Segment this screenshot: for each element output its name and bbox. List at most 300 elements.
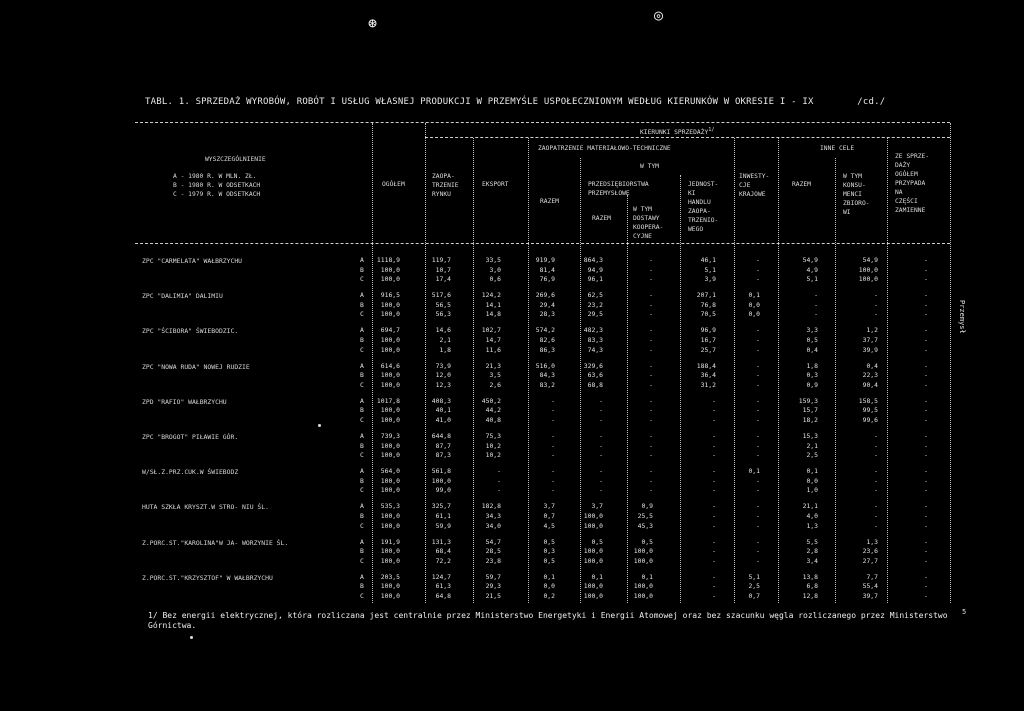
table-cell: - [599, 396, 603, 405]
table-cell: 100,0 [583, 547, 603, 556]
table-cell: - [712, 547, 716, 556]
rule-kierunki [425, 137, 950, 138]
speck [190, 636, 193, 639]
table-cell: 191,9 [380, 537, 400, 546]
table-cell: - [649, 361, 653, 370]
table-cell: - [712, 441, 716, 450]
table-cell: 22,3 [862, 371, 878, 380]
table-cell: 46,1 [700, 256, 716, 264]
table-cell: - [497, 486, 501, 495]
table-cell: - [599, 416, 603, 424]
table-cell: - [712, 476, 716, 485]
table-title-text: TABL. 1. SPRZEDAŻ WYROBÓW, ROBÓT I USŁUG WŁASNEJ PRODUKCJI W PRZEMYŚLE USPOŁECZNIONYM WEDŁUG KIERUNKÓW W OKRESIE I - IX [145, 97, 814, 107]
table-cell: - [756, 416, 760, 424]
table-cell: 4,9 [806, 265, 818, 274]
col-sep [887, 138, 888, 603]
hdr-line: RYNKU [432, 191, 451, 198]
row-series-letter: B [360, 476, 364, 485]
table-cell: 5,1 [748, 572, 760, 581]
rule-top [135, 122, 950, 123]
table-cell: 10,2 [485, 451, 501, 460]
table-cell: 119,7 [431, 256, 451, 264]
table-cell: - [874, 467, 878, 476]
table-cell: 3,7 [591, 502, 603, 511]
table-cell: - [649, 467, 653, 476]
hdr-line: KOOPERA- [633, 224, 664, 231]
table-cell: 1017,8 [376, 396, 400, 405]
table-cell: - [924, 572, 928, 581]
table-cell: - [649, 300, 653, 309]
table-cell: 0,1 [591, 572, 603, 581]
row-series-letter: B [360, 265, 364, 274]
table-cell: - [756, 502, 760, 511]
table-cell: 2,1 [806, 441, 818, 450]
table-cell: - [551, 406, 555, 415]
row-series-letter: C [360, 451, 364, 460]
table-cell: 100,0 [858, 265, 878, 274]
row-series-letter: A [360, 326, 364, 335]
table-cell: 44,2 [485, 406, 501, 415]
table-cell: 158,5 [858, 396, 878, 405]
hdr-line: JEDNOST- [688, 181, 719, 188]
hdr-line: DAŻY [895, 162, 911, 169]
table-cell: 14,6 [435, 326, 451, 335]
table-cell: 864,3 [583, 256, 603, 264]
table-cell: 0,1 [641, 572, 653, 581]
table-cell: 919,9 [535, 256, 555, 264]
table-cell: 0,6 [489, 275, 501, 284]
table-cell: 83,3 [587, 336, 603, 344]
row-series-letter: C [360, 592, 364, 600]
table-cell: - [712, 467, 716, 476]
table-cell: - [649, 275, 653, 284]
table-cell: 0,9 [641, 502, 653, 511]
table-cell: 99,6 [862, 416, 878, 424]
table-cell: - [814, 291, 818, 300]
row-series-letter: C [360, 310, 364, 319]
table-cell: 0,1 [748, 467, 760, 476]
table-cell: - [649, 336, 653, 344]
table-cell: 16,7 [700, 336, 716, 344]
table-cell: 17,4 [435, 275, 451, 284]
row-label: ZPD "RAFIO" WAŁBRZYCHU [142, 397, 227, 406]
table-cell: - [599, 406, 603, 415]
table-cell: - [712, 486, 716, 495]
table-cell: 56,3 [435, 310, 451, 319]
hdr-line: WEGO [688, 226, 704, 233]
table-cell: 100,0 [583, 556, 603, 565]
table-cell: 23,6 [862, 547, 878, 556]
table-cell: 100,0 [380, 380, 400, 389]
table-cell: 27,7 [862, 556, 878, 565]
table-cell: - [649, 432, 653, 440]
table-cell: 21,1 [802, 502, 818, 511]
row-label: ZPC "CARMELATA" WAŁBRZYCHU [142, 257, 243, 265]
row-label: Z.PORC.ST."KRZYSZTOF" W WAŁBRZYCHU [142, 573, 273, 582]
table-cell: 100,0 [380, 371, 400, 380]
table-cell: 84,3 [539, 371, 555, 380]
table-cell: 34,0 [485, 521, 501, 530]
table-cell: - [756, 361, 760, 370]
table-cell: - [649, 441, 653, 450]
table-cell: - [649, 396, 653, 405]
row-series-letter: C [360, 416, 364, 424]
table-cell: - [756, 547, 760, 556]
table-cell: - [712, 521, 716, 530]
table-cell: - [599, 476, 603, 485]
hdr-line: KI [688, 190, 696, 197]
table-cell: - [756, 256, 760, 264]
table-cell: 10,7 [435, 265, 451, 274]
col-sep [734, 138, 735, 603]
row-series-letter: C [360, 556, 364, 565]
row-series-letter: C [360, 521, 364, 530]
table-cell: 100,0 [380, 486, 400, 495]
table-cell: - [756, 451, 760, 460]
col-sep [473, 138, 474, 603]
page-number: 5 [962, 608, 967, 616]
table-cell: 70,5 [700, 310, 716, 319]
row-series-letter: B [360, 441, 364, 450]
table-cell: - [874, 441, 878, 450]
table-cell: 2,1 [439, 336, 451, 344]
table-cell: 12,3 [435, 380, 451, 389]
table-cell: - [924, 441, 928, 450]
row-label: ZPC "ŚCIBORA" ŚWIEBODZIC. [142, 327, 239, 336]
table-cell: 14,1 [485, 300, 501, 309]
table-cell: - [756, 345, 760, 354]
table-cell: 34,3 [485, 512, 501, 520]
table-cell: 100,0 [583, 521, 603, 530]
stub-legend-c: C - 1979 R. W ODSETKACH [173, 191, 261, 198]
table-cell: 0,2 [543, 592, 555, 600]
table-cell: - [551, 467, 555, 476]
table-cell: 4,5 [543, 521, 555, 530]
hdr-line: WI [843, 209, 851, 216]
hdr-line: W TYM [843, 173, 862, 180]
table-cell: 12,0 [435, 371, 451, 380]
table-cell: 0,3 [806, 371, 818, 380]
table-cell: 14,8 [485, 310, 501, 319]
table-cell: 269,6 [535, 291, 555, 300]
hdr-line: PRZEMYSŁOWE [588, 190, 630, 197]
table-cell: 100,0 [380, 476, 400, 485]
table-cell: 39,9 [862, 345, 878, 354]
hdr-line: KRAJOWE [739, 191, 766, 198]
table-cell: 0,1 [748, 291, 760, 300]
stub-legend-b: B - 1980 R. W ODSETKACH [173, 182, 261, 189]
header-razem2: RAZEM [592, 215, 611, 222]
table-cell: - [712, 556, 716, 565]
hdr-line: ZAMIENNE [895, 207, 926, 214]
row-label: W/SŁ.Z.PRZ.CUK.W ŚWIEBODZ [142, 468, 239, 477]
table-cell: - [756, 275, 760, 284]
table-cell: 81,4 [539, 265, 555, 274]
table-cell: 100,0 [583, 582, 603, 591]
table-cell: 0,5 [591, 537, 603, 546]
table-cell: 1118,9 [376, 256, 400, 264]
header-zaopatrzenie-rynku [432, 172, 459, 199]
table-cell: 131,3 [431, 537, 451, 546]
table-cell: - [924, 502, 928, 511]
table-cell: 561,8 [431, 467, 451, 476]
table-cell: 450,2 [481, 396, 501, 405]
table-cell: 37,7 [862, 336, 878, 344]
table-cell: - [551, 476, 555, 485]
table-cell: - [924, 476, 928, 485]
row-series-letter: C [360, 380, 364, 389]
table-cell: 100,0 [380, 336, 400, 344]
row-series-letter: A [360, 396, 364, 405]
table-cell: 87,3 [435, 451, 451, 460]
hdr-line: TRZENIE [432, 182, 459, 189]
table-cell: - [924, 512, 928, 520]
table-cell: 100,0 [380, 547, 400, 556]
table-cell: 0,5 [543, 537, 555, 546]
table-cell: 0,5 [641, 537, 653, 546]
table-cell: 1,8 [439, 345, 451, 354]
table-cell: 2,5 [748, 582, 760, 591]
table-cell: 63,6 [587, 371, 603, 380]
table-cell: 0,7 [748, 592, 760, 600]
table-cell: 100,0 [380, 265, 400, 274]
table-cell: 1,3 [806, 521, 818, 530]
table-cell: - [712, 416, 716, 424]
row-series-letter: B [360, 336, 364, 344]
row-label: HUTA SZKŁA KRYSZT.W STRO- NIU ŚL. [142, 503, 269, 512]
table-cell: - [599, 451, 603, 460]
hdr-line: HANDLU [688, 199, 711, 206]
table-cell: 3,0 [489, 265, 501, 274]
header-w-tym2 [633, 205, 663, 241]
table-cell: 325,7 [431, 502, 451, 511]
table-cell: - [599, 486, 603, 495]
table-cell: 408,3 [431, 396, 451, 405]
table-cell: 94,9 [587, 265, 603, 274]
table-cell: 14,7 [485, 336, 501, 344]
row-series-letter: A [360, 537, 364, 546]
table-cell: 482,3 [583, 326, 603, 335]
table-cell: 100,0 [380, 416, 400, 424]
header-konsumpcja [843, 172, 870, 217]
table-cell: - [649, 380, 653, 389]
table-cell: 188,4 [696, 361, 716, 370]
table-cell: 10,2 [485, 441, 501, 450]
table-cell: 56,5 [435, 300, 451, 309]
table-cell: 28,3 [539, 310, 555, 319]
table-cell: - [874, 451, 878, 460]
row-series-letter: A [360, 432, 364, 440]
col-sep [425, 123, 426, 603]
table-cell: 33,5 [485, 256, 501, 264]
table-cell: 100,0 [583, 512, 603, 520]
table-cell: 99,0 [435, 486, 451, 495]
table-cell: 73,9 [435, 361, 451, 370]
table-cell: 0,4 [806, 345, 818, 354]
hdr-line: INWESTY- [739, 173, 770, 180]
table-cell: 5,1 [704, 265, 716, 274]
table-cell: - [924, 380, 928, 389]
table-cell: 45,3 [637, 521, 653, 530]
row-label: ZPC "DALIMIA" DALIMIU [142, 292, 223, 301]
table-cell: 86,3 [539, 345, 555, 354]
row-series-letter: B [360, 547, 364, 556]
table-cell: 54,9 [862, 256, 878, 264]
table-cell: 3,3 [806, 326, 818, 335]
table-cell: 76,8 [700, 300, 716, 309]
table-cell: 100,0 [633, 582, 653, 591]
table-cell: - [599, 441, 603, 450]
table-cell: 11,6 [485, 345, 501, 354]
col-sep [580, 158, 581, 603]
header-kierunki-text: KIERUNKI SPRZEDAŻY [640, 129, 709, 137]
hdr-line: ZAOPA- [688, 208, 711, 215]
table-cell: - [649, 256, 653, 264]
table-cell: 99,5 [862, 406, 878, 415]
header-razem3: RAZEM [792, 181, 811, 188]
table-cell: 23,8 [485, 556, 501, 565]
table-cell: 100,0 [380, 521, 400, 530]
table-cell: 15,3 [802, 432, 818, 440]
table-cell: 100,0 [431, 476, 451, 485]
table-cell: 100,0 [633, 547, 653, 556]
hdr-line: ZBIORO- [843, 200, 870, 207]
table-cell: - [649, 265, 653, 274]
table-cell: 159,3 [798, 396, 818, 405]
table-cell: 23,2 [587, 300, 603, 309]
hdr-line: OGÓŁEM [895, 171, 918, 178]
table-cell: 21,5 [485, 592, 501, 600]
table-cell: - [599, 432, 603, 440]
table-cell: - [924, 371, 928, 380]
table-cell: 124,2 [481, 291, 501, 300]
table-cell: 1,2 [866, 326, 878, 335]
table-cell: 7,7 [866, 572, 878, 581]
row-series-letter: B [360, 512, 364, 520]
table-cell: - [924, 432, 928, 440]
hdr-line: ZAOPA- [432, 173, 455, 180]
table-cell: - [551, 451, 555, 460]
table-cell: - [649, 486, 653, 495]
table-cell: - [814, 300, 818, 309]
table-cell: 0,5 [806, 336, 818, 344]
table-cell: - [874, 486, 878, 495]
col-sep [778, 138, 779, 603]
table-cell: 207,1 [696, 291, 716, 300]
table-cell: 0,0 [543, 582, 555, 591]
table-cell: 96,9 [700, 326, 716, 335]
table-cell: 100,0 [583, 592, 603, 600]
row-series-letter: A [360, 502, 364, 511]
header-ze-sprzedazy [895, 152, 929, 215]
hdr-line: MENCI [843, 191, 862, 198]
table-cell: 100,0 [380, 451, 400, 460]
table-cell: 102,7 [481, 326, 501, 335]
hdr-line: ZE SPRZE- [895, 153, 930, 160]
header-jednostki [688, 180, 718, 234]
table-cell: - [814, 310, 818, 319]
table-cell: - [756, 406, 760, 415]
table-cell: - [874, 521, 878, 530]
table-cell: - [924, 556, 928, 565]
table-cell: - [497, 476, 501, 485]
table-cell: 100,0 [380, 345, 400, 354]
table-cell: - [874, 512, 878, 520]
table-cell: - [649, 451, 653, 460]
table-cell: 41,0 [435, 416, 451, 424]
table-cell: - [756, 521, 760, 530]
table-cell: 614,6 [380, 361, 400, 370]
table-cell: 25,7 [700, 345, 716, 354]
row-series-letter: C [360, 486, 364, 495]
header-przedsiebiorstwa [588, 180, 649, 198]
table-cell: 916,5 [380, 291, 400, 300]
table-cell: - [924, 310, 928, 319]
table-cell: 100,0 [633, 592, 653, 600]
table-cell: - [497, 467, 501, 476]
table-cell: - [756, 486, 760, 495]
table-cell: - [649, 310, 653, 319]
col-sep [627, 195, 628, 603]
table-cell: 83,2 [539, 380, 555, 389]
table-cell: 29,4 [539, 300, 555, 309]
table-cell: - [924, 345, 928, 354]
table-cell: - [924, 486, 928, 495]
table-cell: - [712, 582, 716, 591]
table-cell: 0,9 [806, 380, 818, 389]
table-cell: - [756, 432, 760, 440]
punch-hole-left-icon: ⊛ [368, 14, 378, 32]
table-cell: 739,3 [380, 432, 400, 440]
table-cell: - [874, 476, 878, 485]
table-cell: 124,7 [431, 572, 451, 581]
table-cell: 64,8 [435, 592, 451, 600]
table-cell: 29,3 [485, 582, 501, 591]
table-cell: 100,0 [380, 275, 400, 284]
table-cell: 574,2 [535, 326, 555, 335]
table-cell: 517,6 [431, 291, 451, 300]
table-cell: 25,5 [637, 512, 653, 520]
table-cell: 100,0 [380, 556, 400, 565]
stub-title: WYSZCZEGÓLNIENIE [205, 156, 266, 163]
hdr-line: NA [895, 189, 903, 196]
table-cell: 62,5 [587, 291, 603, 300]
row-series-letter: A [360, 467, 364, 476]
table-cell: 36,4 [700, 371, 716, 380]
table-cell: 59,7 [485, 572, 501, 581]
table-cell: - [874, 432, 878, 440]
table-cell: - [756, 441, 760, 450]
table-cell: - [712, 537, 716, 546]
table-cell: 18,2 [802, 416, 818, 424]
table-cell: 54,9 [802, 256, 818, 264]
row-series-letter: A [360, 256, 364, 264]
table-cell: 74,3 [587, 345, 603, 354]
table-cell: - [649, 406, 653, 415]
table-cell: - [924, 256, 928, 264]
table-cell: - [599, 467, 603, 476]
table-cell: - [756, 336, 760, 344]
table-cell: 564,0 [380, 467, 400, 476]
table-cell: - [756, 396, 760, 405]
table-cell: 516,0 [535, 361, 555, 370]
table-cell: 100,0 [858, 275, 878, 284]
table-cell: - [924, 300, 928, 309]
table-title [145, 97, 885, 107]
table-cell: - [649, 416, 653, 424]
hdr-line: PRZYPADA [895, 180, 926, 187]
hdr-line: CJE [739, 182, 751, 189]
